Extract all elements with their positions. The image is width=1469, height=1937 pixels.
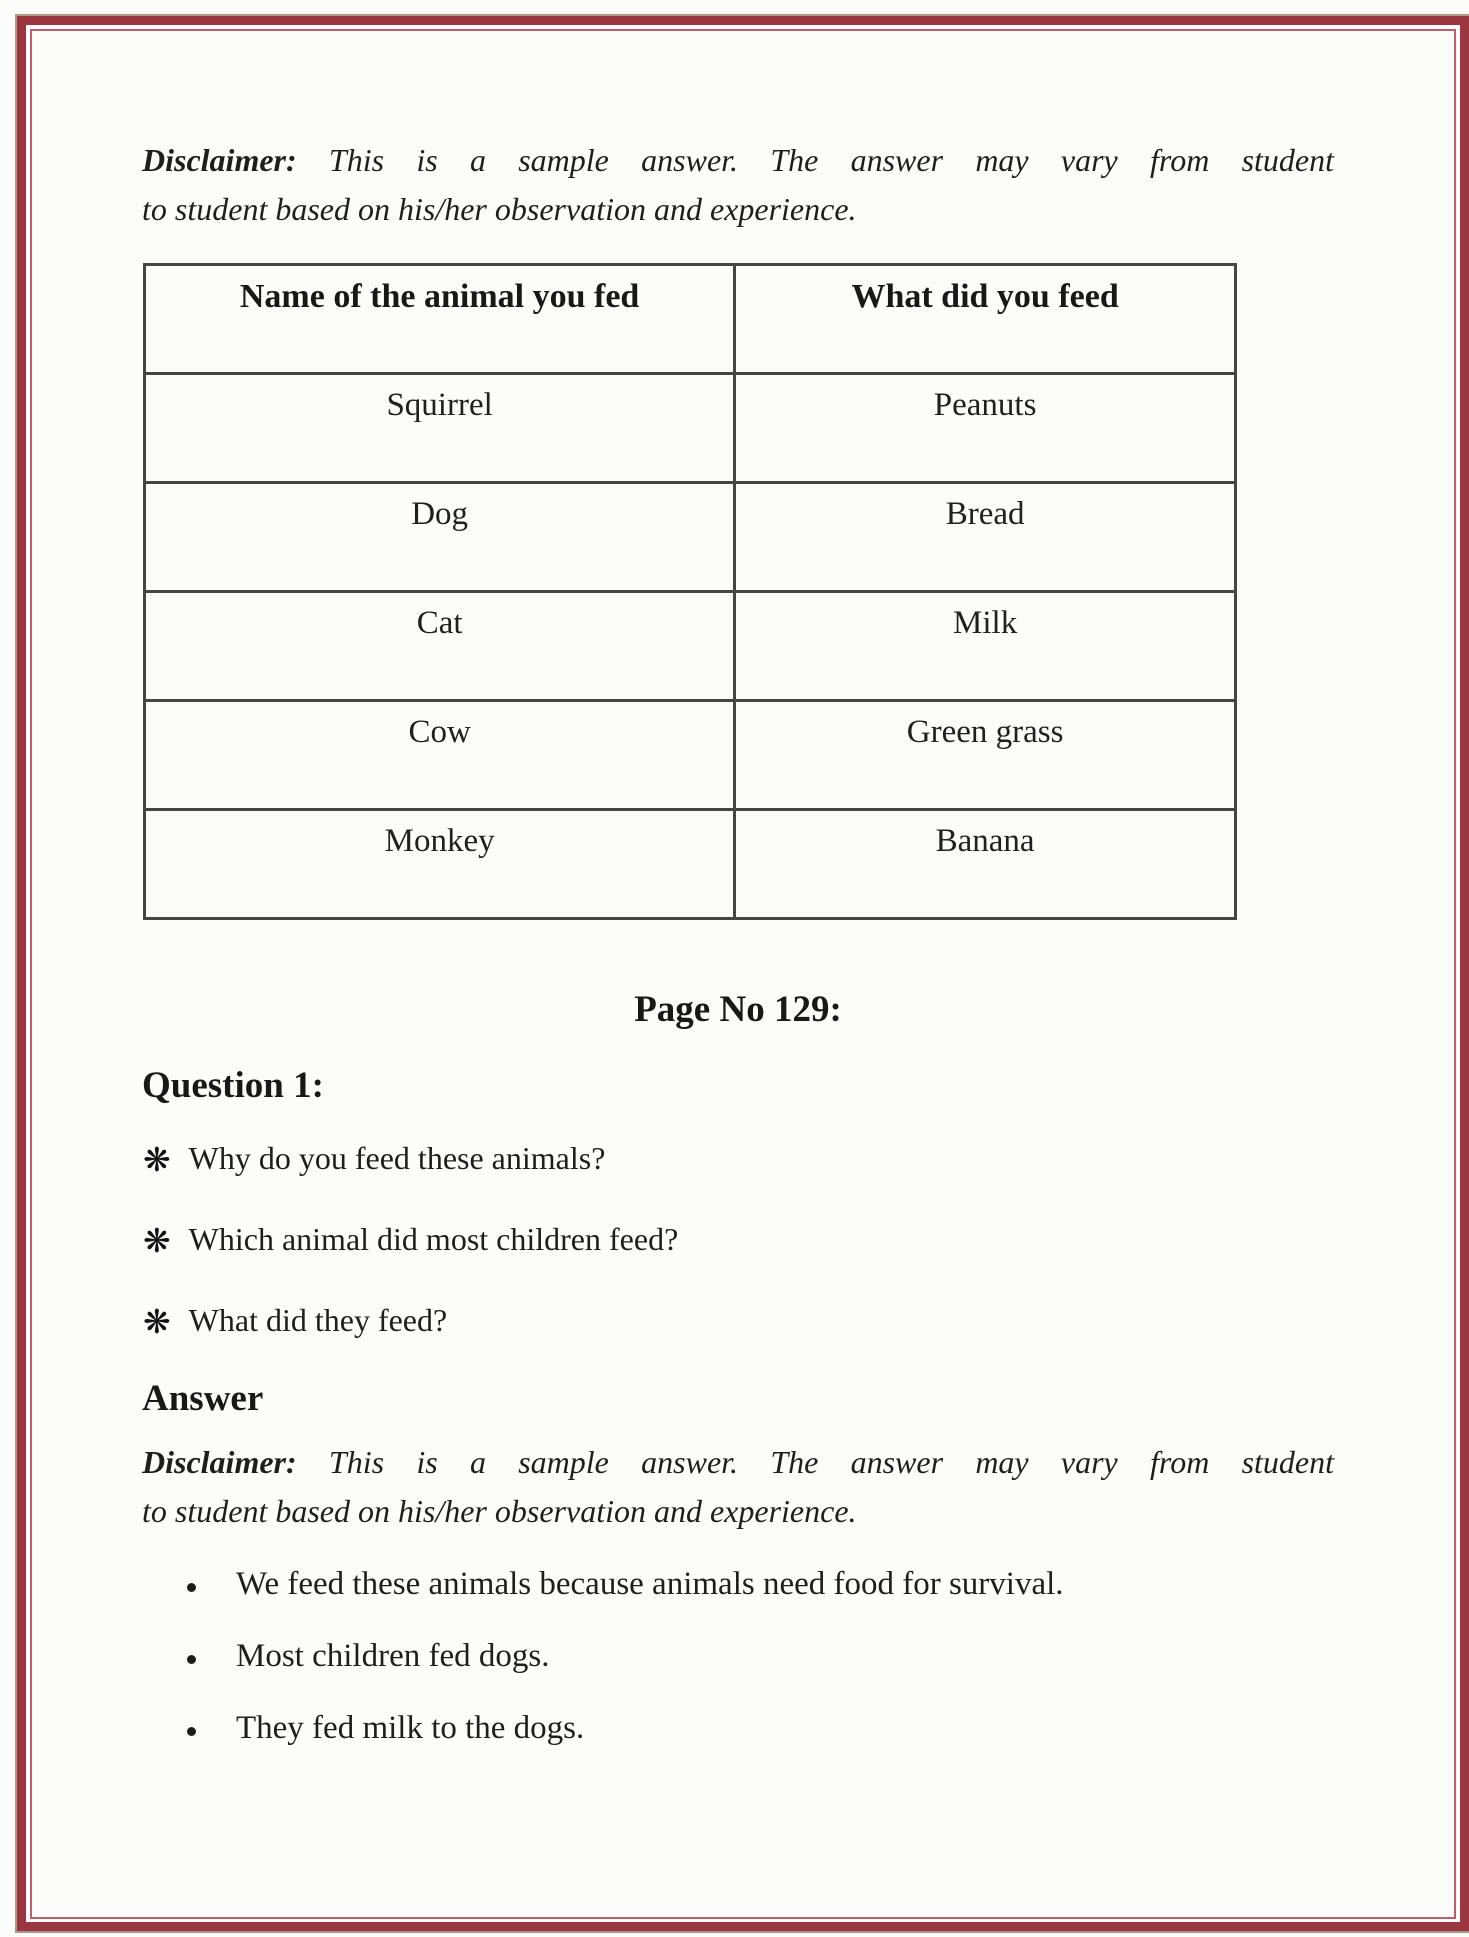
dot-bullet-icon [187,1727,196,1736]
table-cell-feed: Peanuts [735,374,1236,483]
question-bullet-item [143,1302,447,1339]
table-row [145,701,1236,810]
question-heading: Question 1: [142,1065,324,1106]
answer-bullet-item [187,1638,549,1675]
disclaimer-line1-text: This is a sample answer. The answer may vary from student [328,1444,1335,1480]
question-bullet-item [143,1140,605,1177]
table-cell-feed: Green grass [735,701,1236,810]
snowflake-bullet-icon: ❋ [143,1221,171,1260]
table-cell-animal: Cow [145,701,735,810]
disclaimer-line2: to student based on his/her observation and experience. [142,191,857,227]
table-cell-feed: Banana [735,810,1236,919]
answer-item-text: Most children fed dogs. [236,1638,550,1674]
answer-bullet-item [187,1710,584,1747]
table-cell-feed: Milk [735,592,1236,701]
question-item-text: Which animal did most children feed? [188,1221,679,1257]
question-item-text: Why do you feed these animals? [188,1140,606,1176]
dot-bullet-icon [187,1583,196,1592]
table-cell-feed: Bread [735,483,1236,592]
disclaimer-answer [142,1438,1334,1536]
table-cell-animal: Dog [145,483,735,592]
answer-bullet-item [187,1566,1064,1603]
table-cell-animal: Squirrel [145,374,735,483]
table-row [145,592,1236,701]
disclaimer-top [142,136,1334,234]
disclaimer-line2: to student based on his/her observation and experience. [142,1493,857,1529]
table-header-row [145,265,1236,374]
animals-feed-table [143,263,1237,920]
table-header-animal: Name of the animal you fed [145,265,735,374]
disclaimer-line1 [142,136,1334,185]
answer-item-text: They fed milk to the dogs. [236,1710,585,1746]
dot-bullet-icon [187,1655,196,1664]
disclaimer-line1 [142,1438,1334,1487]
disclaimer-label: Disclaimer: [142,142,297,178]
disclaimer-line1-text: This is a sample answer. The answer may vary from student [328,142,1335,178]
disclaimer-label: Disclaimer: [142,1444,297,1480]
answer-heading: Answer [142,1378,264,1419]
snowflake-bullet-icon: ❋ [143,1140,171,1179]
table-cell-animal: Monkey [145,810,735,919]
page-number-heading: Page No 129: [634,989,842,1030]
table-header-feed: What did you feed [735,265,1236,374]
snowflake-bullet-icon: ❋ [143,1302,171,1341]
table-cell-animal: Cat [145,592,735,701]
table-row [145,374,1236,483]
answer-item-text: We feed these animals because animals need food for survival. [236,1566,1064,1602]
question-bullet-item [143,1221,678,1258]
table-row [145,483,1236,592]
table-row [145,810,1236,919]
question-item-text: What did they feed? [188,1302,448,1338]
